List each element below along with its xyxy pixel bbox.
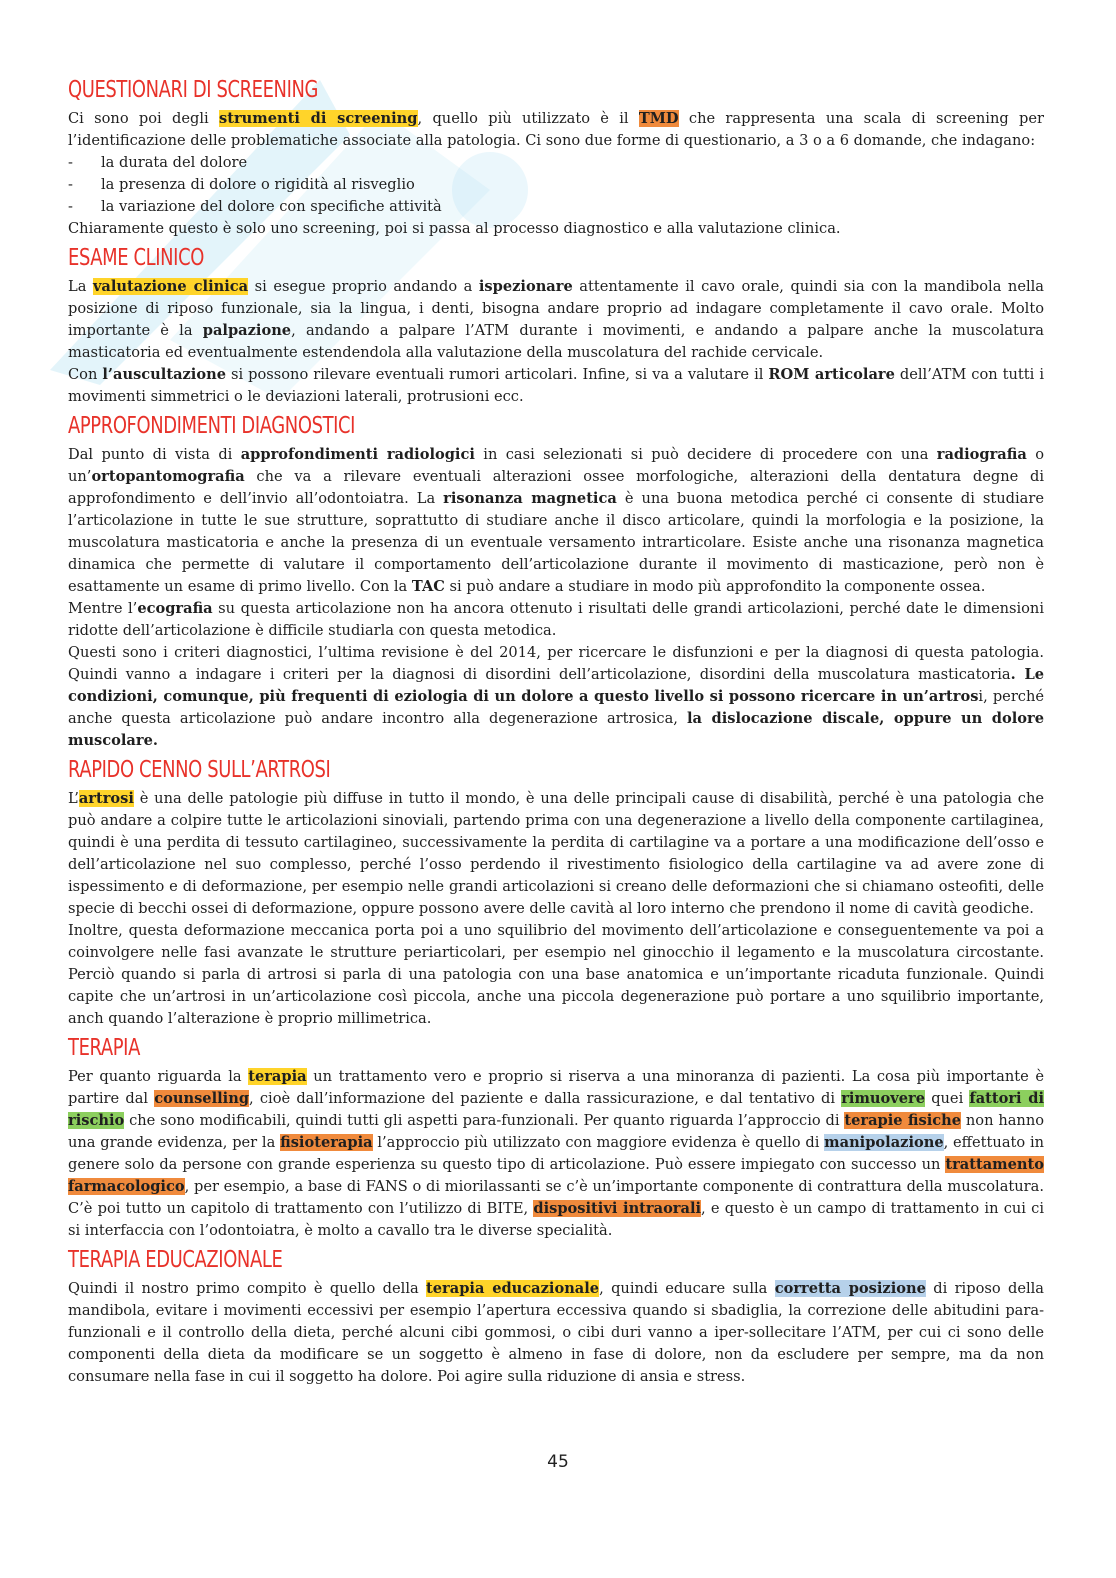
page-content bbox=[68, 72, 1044, 1388]
heading-terapia-educazionale: TERAPIA EDUCAZIONALE bbox=[68, 1247, 283, 1273]
heading-questionari: QUESTIONARI DI SCREENING bbox=[68, 77, 319, 103]
highlight: terapie fisiche bbox=[844, 1112, 962, 1129]
paragraph: Dal punto di vista di approfondimenti radiologici in casi selezionati si può decidere di procedere con una radiografia o un’ortopantomografia che va a rilevare eventuali alterazioni ossee morfologiche, alterazioni della dentatura degne di approfondimento e dell’invio all’odontoiatra. La risonanza magnetica è una buona metodica perché ci consente di studiare l’articolazione in tutte le sue strutture, soprattutto di studiare anche il disco articolare, quindi la morfologia e la posizione, la muscolatura masticatoria e anche la presenza di un eventuale versamento intrarticolare. Esiste anche una risonanza magnetica dinamica che permette di valutare il comportamento dell’articolazione durante il movimento di masticazione, però non è esattamente un esame di primo livello. Con la TAC si può andare a studiare in modo più approfondito la componente ossea. bbox=[68, 446, 1044, 595]
heading-approfondimenti: APPROFONDIMENTI DIAGNOSTICI bbox=[68, 413, 356, 439]
highlight: manipolazione bbox=[824, 1134, 944, 1151]
highlight: valutazione clinica bbox=[92, 278, 249, 295]
list-item: - la durata del dolore bbox=[68, 152, 1044, 174]
paragraph: Inoltre, questa deformazione meccanica porta poi a uno squilibrio del movimento dell’articolazione e conseguentemente va poi a coinvolgere nelle fasi avanzate le strutture periarticolari, per esempio nel ginocchio il legamento e la muscolatura circostante. Perciò quando si parla di artrosi si parla di una patologia con una base anatomica e un’importante ricaduta funzionale. Quindi capite che un’artrosi in un’articolazione così piccola, anche una piccola degenerazione può portare a uno squilibrio importante, anch quando l’alterazione è proprio millimetrica. bbox=[68, 922, 1044, 1027]
list-item: - la variazione del dolore con specifiche attività bbox=[68, 196, 1044, 218]
highlight: rimuovere bbox=[841, 1090, 925, 1107]
paragraph: Per quanto riguarda la terapia un trattamento vero e proprio si riserva a una minoranza di pazienti. La cosa più importante è partire dal counselling, cioè dall’informazione del paziente e dalla rassicurazione, e dal tentativo di rimuovere quei fattori di rischio che sono modificabili, quindi tutti gli aspetti para-funzionali. Per quanto riguarda l’approccio di terapie fisiche non hanno una grande evidenza, per la fisioterapia l’approccio più utilizzato con maggiore evidenza è quello di manipolazione, effettuato in genere solo da persone con grande esperienza su questo tipo di articolazione. Può essere impiegato con successo un trattamento farmacologico, per esempio, a base di FANS o di miorilassanti se c’è un’importante componente di contrattura della muscolatura. C’è poi tutto un capitolo di trattamento con l’utilizzo di BITE, dispositivi intraorali, e questo è un campo di trattamento in cui ci si interfaccia con l’odontoiatra, è molto a cavallo tra le diverse specialità. bbox=[68, 1068, 1045, 1239]
highlight: artrosi bbox=[78, 790, 134, 807]
paragraph: Con l’auscultazione si possono rilevare eventuali rumori articolari. Infine, si va a valutare il ROM articolare dell’ATM con tutti i movimenti simmetrici o le deviazioni laterali, protrusioni ecc. bbox=[68, 366, 1044, 405]
highlight: counselling bbox=[154, 1090, 250, 1107]
paragraph: L’artrosi è una delle patologie più diffuse in tutto il mondo, è una delle principali cause di disabilità, perché è una patologia che può andare a colpire tutte le articolazioni sinoviali, partendo prima con una degenerazione a livello della componente cartilaginea, quindi è una perdita di tessuto cartilagineo, successivamente la perdita di cartilagine va a portare a una modificazione dell’osso e dell’articolazione nel suo complesso, perché l’osso perdendo il rivestimento fisiologico della cartilagine va ad avere zone di ispessimento e di deformazione, per esempio nelle grandi articolazioni si creano delle deformazioni che si chiamano osteofiti, delle specie di becchi ossei di deformazione, oppure possono avere delle cavità al loro interno che prendono il nome di cavità geodiche. bbox=[68, 790, 1044, 917]
highlight: dispositivi intraorali bbox=[533, 1200, 702, 1217]
highlight: strumenti di screening bbox=[219, 110, 418, 127]
list-item: - la presenza di dolore o rigidità al risveglio bbox=[68, 174, 1044, 196]
highlight: fisioterapia bbox=[280, 1134, 373, 1151]
heading-terapia: TERAPIA bbox=[68, 1035, 140, 1061]
heading-esame-clinico: ESAME CLINICO bbox=[68, 245, 204, 271]
paragraph: Quindi il nostro primo compito è quello della terapia educazionale, quindi educare sulla corretta posizione di riposo della mandibola, evitare i movimenti eccessivi per esempio l’apertura eccessiva quando si sbadiglia, la correzione delle abitudini para-funzionali e il controllo della dieta, perché alcuni cibi gommosi, o cibi duri vanno a iper-sollecitare l’ATM, per cui ci sono delle componenti della dieta da modificare se un soggetto è almeno in fase di dolore, non da escludere per sempre, ma da non consumare nella fase in cui il soggetto ha dolore. Poi agire sulla riduzione di ansia e stress. bbox=[68, 1280, 1044, 1385]
paragraph: Mentre l’ecografia su questa articolazione non ha ancora ottenuto i risultati delle grandi articolazioni, perché date le dimensioni ridotte dell’articolazione è difficile studiarla con questa metodica. bbox=[68, 600, 1044, 639]
paragraph: La valutazione clinica si esegue proprio andando a ispezionare attentamente il cavo orale, quindi sia con la mandibola nella posizione di riposo funzionale, sia la lingua, i denti, bisogna andare proprio ad indagare completamente il cavo orale. Molto importante è la palpazione, andando a palpare l’ATM durante i movimenti, e andando a palpare anche la muscolatura masticatoria ed eventualmente estendendola alla valutazione della muscolatura del rachide cervicale. bbox=[68, 278, 1045, 361]
paragraph: Ci sono poi degli strumenti di screening, quello più utilizzato è il TMD che rappresenta una scala di screening per l’identificazione delle problematiche associate alla patologia. Ci sono due forme di questionario, a 3 o a 6 domande, che indagano: bbox=[68, 110, 1044, 149]
highlight: trattamento farmacologico bbox=[68, 1156, 1044, 1195]
paragraph: Questi sono i criteri diagnostici, l’ultima revisione è del 2014, per ricercare le disfunzioni e per la diagnosi di questa patologia. Quindi vanno a indagare i criteri per la diagnosi di disordini dell’articolazione, disordini della muscolatura masticatoria. Le condizioni, comunque, più frequenti di eziologia di un dolore a questo livello si possono ricercare in un’artrosi, perché anche questa articolazione può andare incontro alla degenerazione artrosica, la dislocazione discale, oppure un dolore muscolare. bbox=[68, 644, 1045, 749]
highlight: fattori di rischio bbox=[68, 1090, 1044, 1129]
paragraph: Chiaramente questo è solo uno screening, poi si passa al processo diagnostico e alla valutazione clinica. bbox=[68, 220, 841, 237]
highlight: terapia bbox=[248, 1068, 307, 1085]
highlight: terapia educazionale bbox=[426, 1280, 600, 1297]
highlight: TMD bbox=[638, 110, 679, 127]
question-list bbox=[68, 152, 1044, 218]
heading-artrosi: RAPIDO CENNO SULL’ARTROSI bbox=[68, 757, 331, 783]
highlight: corretta posizione bbox=[774, 1280, 926, 1297]
page-number: 45 bbox=[547, 1452, 569, 1472]
